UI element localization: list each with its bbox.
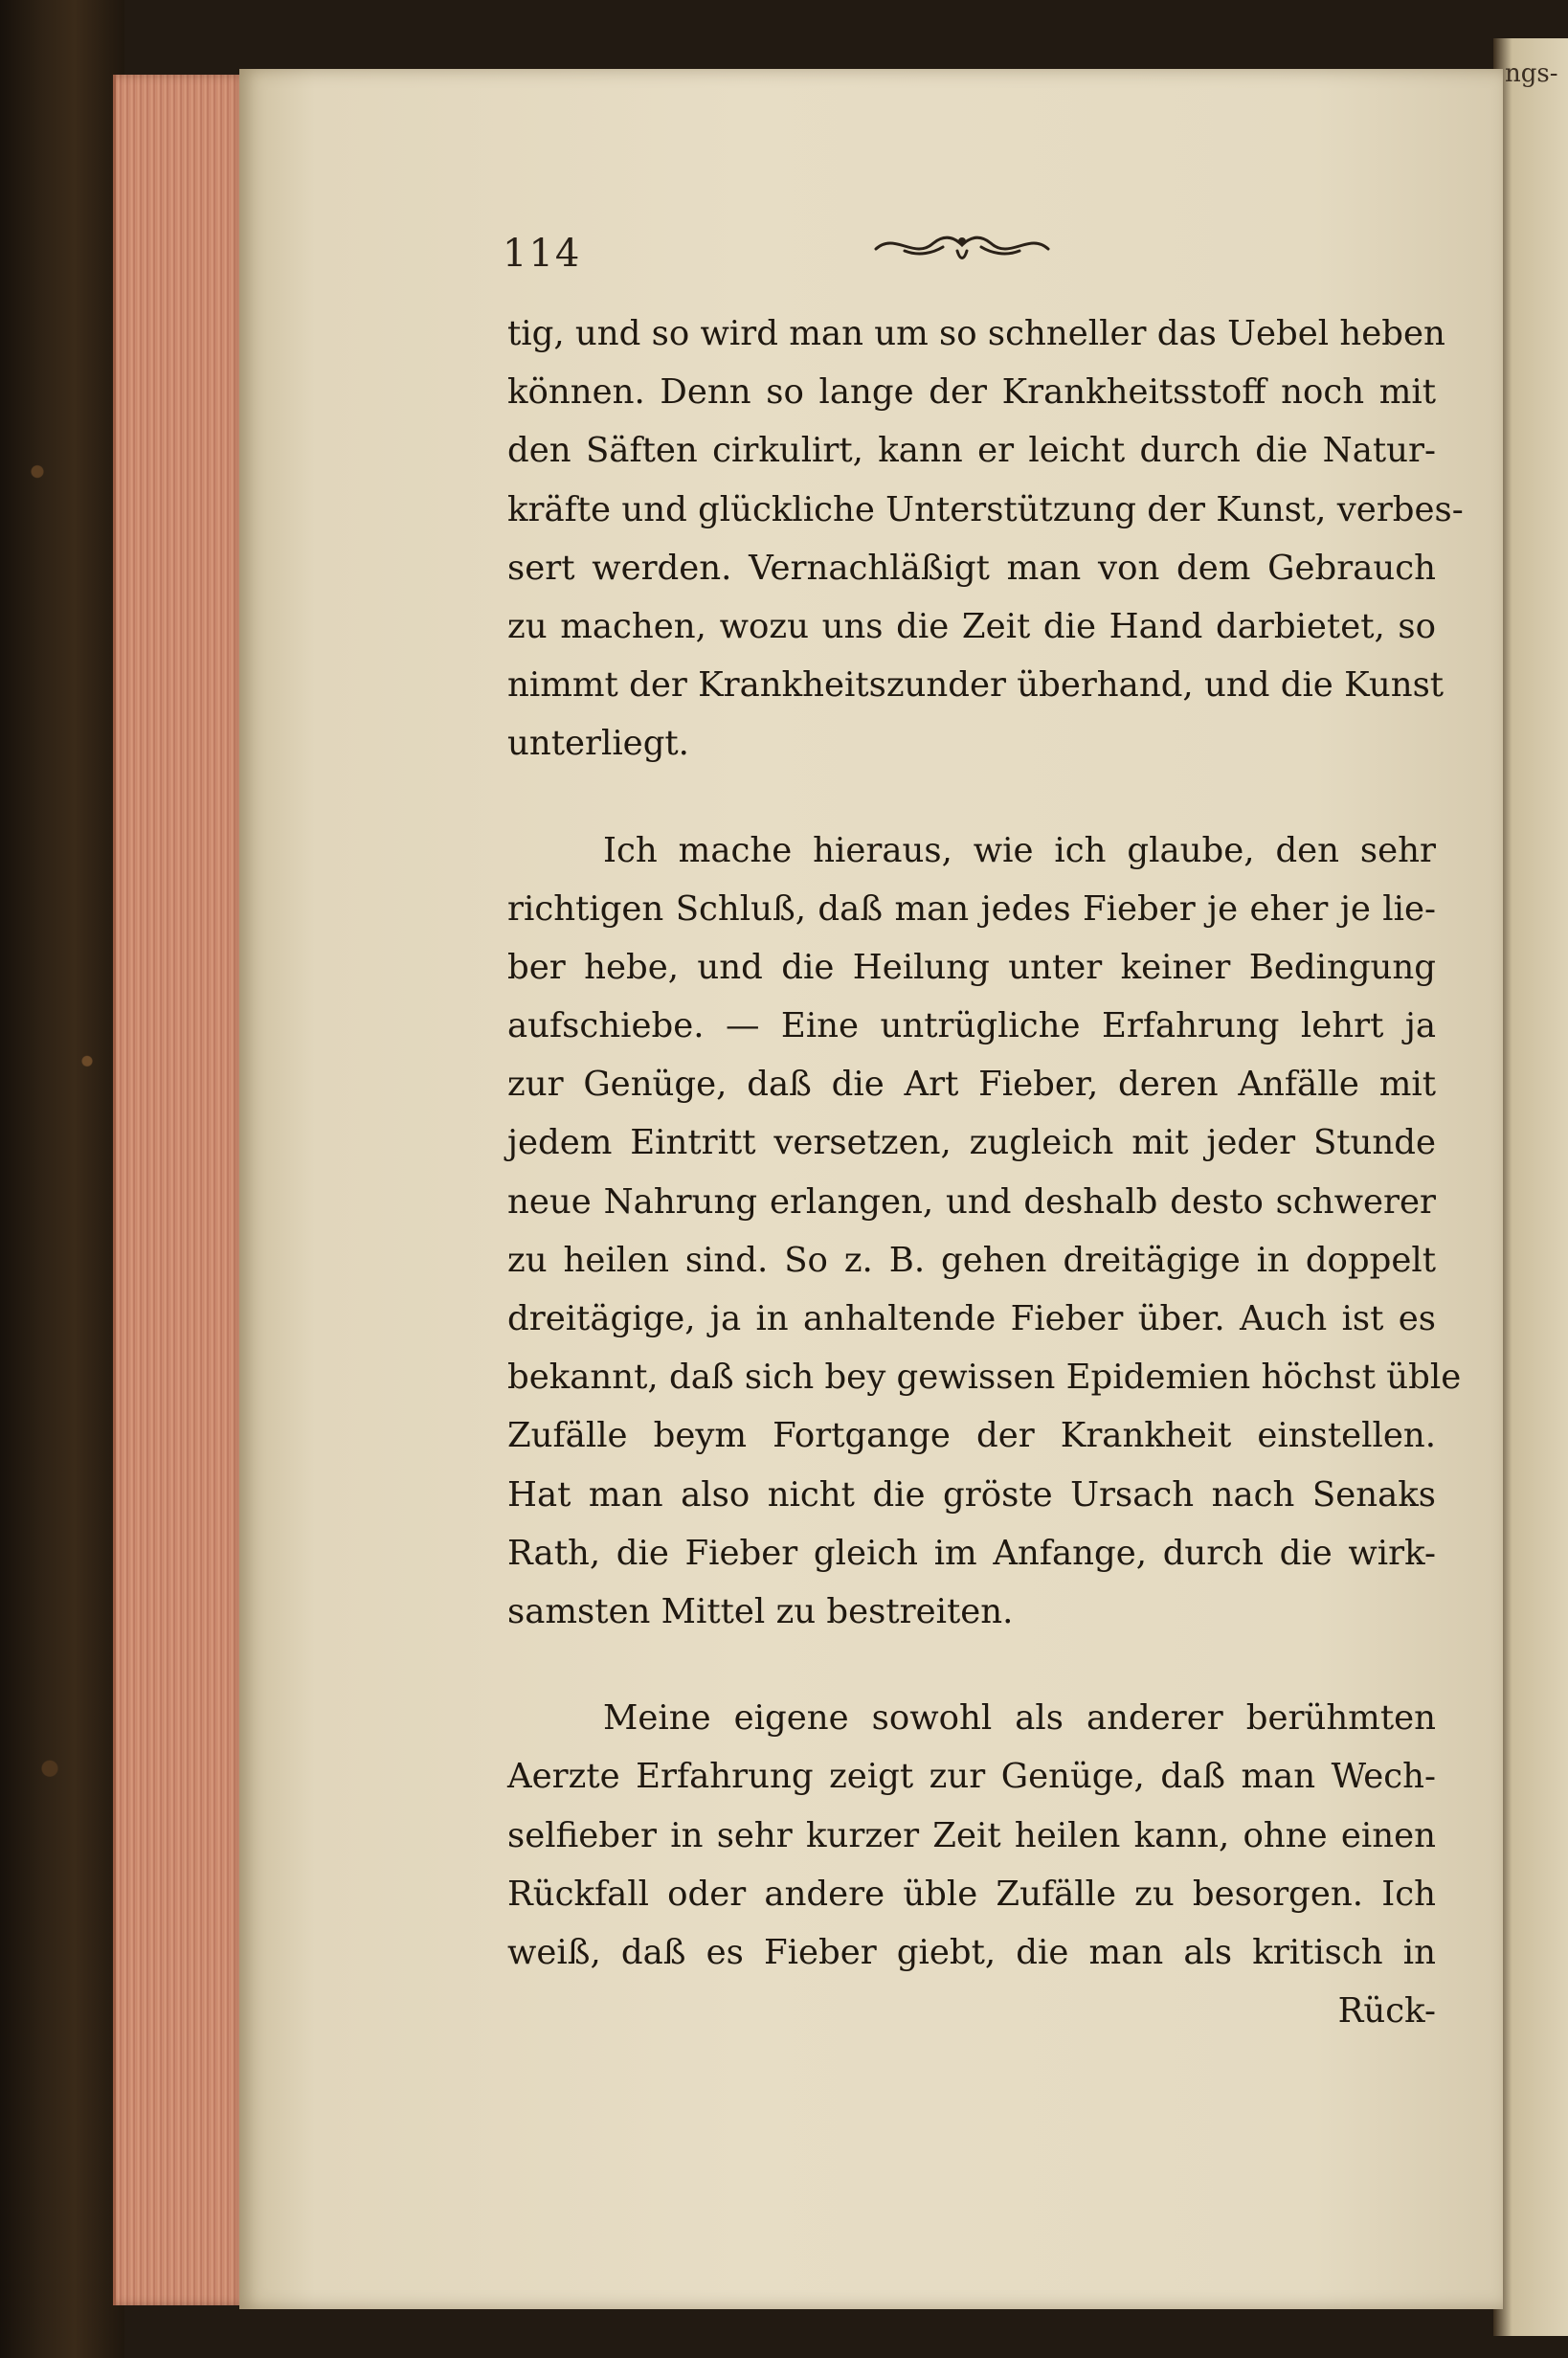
catchword: Rück- bbox=[1337, 1991, 1436, 2032]
text-line: dreitägige, ja in anhaltende Fieber über. Auch ist es bbox=[507, 1299, 1436, 1338]
text-line: nimmt der Krankheitszunder überhand, und die Kunst bbox=[507, 665, 1445, 706]
text-line: können. Denn so lange der Krankheitsstoff noch mit bbox=[507, 372, 1436, 413]
text-line: tig, und so wird man um so schneller das Uebel heben bbox=[507, 314, 1445, 353]
text-line: Rath, die Fieber gleich im Anfange, durch die wirk- bbox=[507, 1533, 1436, 1573]
book-cover-binding bbox=[0, 0, 124, 2358]
text-line: richtigen Schluß, daß man jedes Fieber je eher je lie- bbox=[507, 888, 1436, 929]
text-line: bekannt, daß sich bey gewissen Epidemien höchst üble bbox=[507, 1358, 1462, 1398]
text-line: selfieber in sehr kurzer Zeit heilen kann, ohne einen bbox=[507, 1815, 1436, 1855]
text-line: kräfte und glückliche Unterstützung der Kunst, verbes- bbox=[507, 489, 1464, 529]
text-line: zu machen, wozu uns die Zeit die Hand darbietet, so bbox=[507, 606, 1436, 646]
text-line: Aerzte Erfahrung zeigt zur Genüge, daß man Wech- bbox=[507, 1757, 1436, 1797]
text-line: ber hebe, und die Heilung unter keiner Bedingung bbox=[507, 947, 1436, 987]
paragraph-gap bbox=[507, 774, 1436, 821]
text-line: Ich mache hieraus, wie ich glaube, den sehr bbox=[603, 830, 1436, 870]
text-line: weiß, daß es Fieber giebt, die man als kritisch in bbox=[507, 1932, 1436, 1972]
text-line: Rückfall oder andere üble Zufälle zu besorgen. Ich bbox=[507, 1874, 1436, 1914]
next-page-fragment: ngs- bbox=[1505, 59, 1558, 88]
text-line: unterliegt. bbox=[507, 724, 689, 764]
page-body-text bbox=[507, 304, 1464, 2040]
text-line: aufschiebe. — Eine untrügliche Erfahrung lehrt ja bbox=[507, 1006, 1436, 1046]
next-page-edge bbox=[1493, 38, 1568, 2336]
header-ornament bbox=[866, 222, 1058, 270]
text-line: sert werden. Vernachläßigt man von dem Gebrauch bbox=[507, 548, 1436, 588]
text-line: neue Nahrung erlangen, und deshalb desto schwerer bbox=[507, 1181, 1436, 1222]
page-edges bbox=[113, 75, 246, 2305]
text-line: jedem Eintritt versetzen, zugleich mit jeder Stunde bbox=[507, 1123, 1436, 1163]
text-line: den Säften cirkulirt, kann er leicht durch die Natur- bbox=[507, 431, 1436, 471]
text-line: zur Genüge, daß die Art Fieber, deren Anfälle mit bbox=[507, 1065, 1436, 1105]
text-line: Hat man also nicht die gröste Ursach nach Senaks bbox=[507, 1474, 1436, 1515]
paragraph-gap bbox=[507, 1641, 1436, 1689]
page-number: 114 bbox=[503, 232, 582, 276]
text-line: zu heilen sind. So z. B. gehen dreitägige in doppelt bbox=[507, 1240, 1436, 1280]
text-line: samsten Mittel zu bestreiten. bbox=[507, 1591, 1014, 1631]
text-line: Meine eigene sowohl als anderer berühmten bbox=[603, 1698, 1436, 1739]
text-line: Zufälle beym Fortgange der Krankheit einstellen. bbox=[507, 1416, 1436, 1456]
